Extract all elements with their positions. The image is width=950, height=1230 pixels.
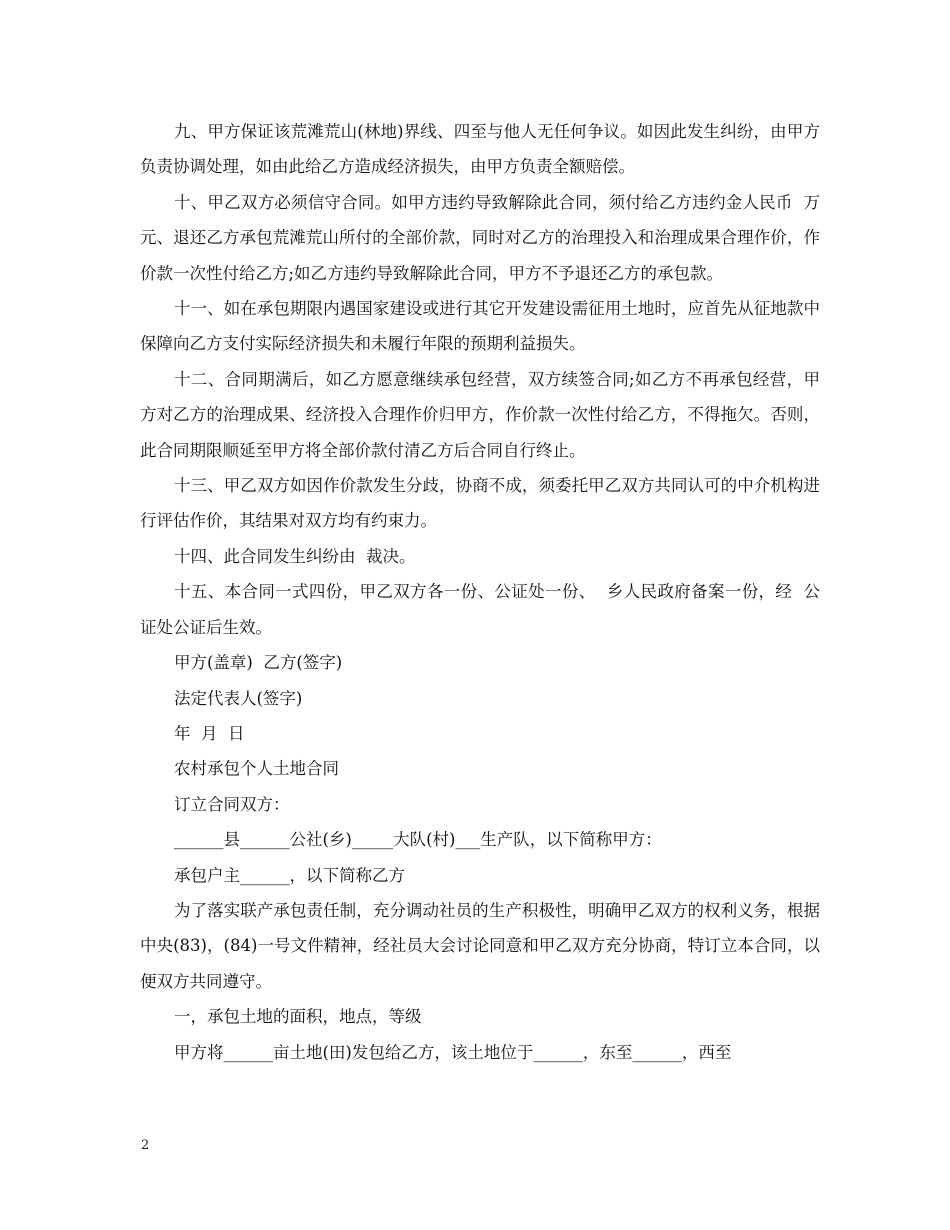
parties-heading: 订立合同双方：	[174, 794, 290, 814]
legal-representative-line: 法定代表人(签字)	[174, 688, 303, 708]
section-1-text: 甲方将______亩土地(田)发包给乙方，该土地位于______，东至______，西至	[174, 1042, 732, 1062]
clause-14: 十四、此合同发生纠纷由 裁决。	[174, 546, 416, 566]
clause-10: 十、甲乙双方必须信守合同。如甲方违约导致解除此合同，须付给乙方违约金人民币 万元、退还乙方承包荒滩荒山所付的全部价款，同时对乙方的治理投入和治理成果合理作价，作价款一次性付给乙方;如乙方违约导致解除此合同，甲方不予退还乙方的承包款。	[140, 192, 820, 283]
clause-13: 十三、甲乙双方如因作价款发生分歧，协商不成，须委托甲乙双方共同认可的中介机构进行评估作价，其结果对双方均有约束力。	[140, 476, 820, 531]
clause-15: 十五、本合同一式四份，甲乙双方各一份、公证处一份、 乡人民政府备案一份，经 公证处公证后生效。	[140, 582, 820, 637]
party-b-line: 承包户主______，以下简称乙方	[174, 865, 405, 885]
clause-12: 十二、合同期满后，如乙方愿意继续承包经营，双方续签合同;如乙方不再承包经营，甲方对乙方的治理成果、经济投入合理作价归甲方，作价款一次性付给乙方，不得拖欠。否则，此合同期限顺延至甲方将全部价款付清乙方后合同自行终止。	[140, 369, 820, 460]
clause-9: 九、甲方保证该荒滩荒山(林地)界线、四至与他人无任何争议。如因此发生纠纷，由甲方负责协调处理，如由此给乙方造成经济损失，由甲方负责全额赔偿。	[140, 122, 820, 177]
date-line: 年 月 日	[174, 723, 245, 743]
document-body	[140, 114, 820, 1070]
preamble-paragraph: 为了落实联产承包责任制，充分调动社员的生产积极性，明确甲乙双方的权利义务，根据中央(83)，(84)一号文件精神，经社员大会讨论同意和甲乙双方充分协商，特订立本合同，以便双方共同遵守。	[140, 900, 820, 991]
contract-title: 农村承包个人土地合同	[174, 759, 339, 779]
clause-11: 十一、如在承包期限内遇国家建设或进行其它开发建设需征用土地时，应首先从征地款中保障向乙方支付实际经济损失和未履行年限的预期利益损失。	[140, 299, 820, 354]
signature-line: 甲方(盖章) 乙方(签字)	[174, 653, 343, 673]
section-1-heading: 一，承包土地的面积，地点，等级	[174, 1007, 422, 1027]
page-number: 2	[141, 1138, 150, 1153]
party-a-line: ______县______公社(乡)_____大队(村)___生产队，以下简称甲方：	[174, 830, 662, 850]
